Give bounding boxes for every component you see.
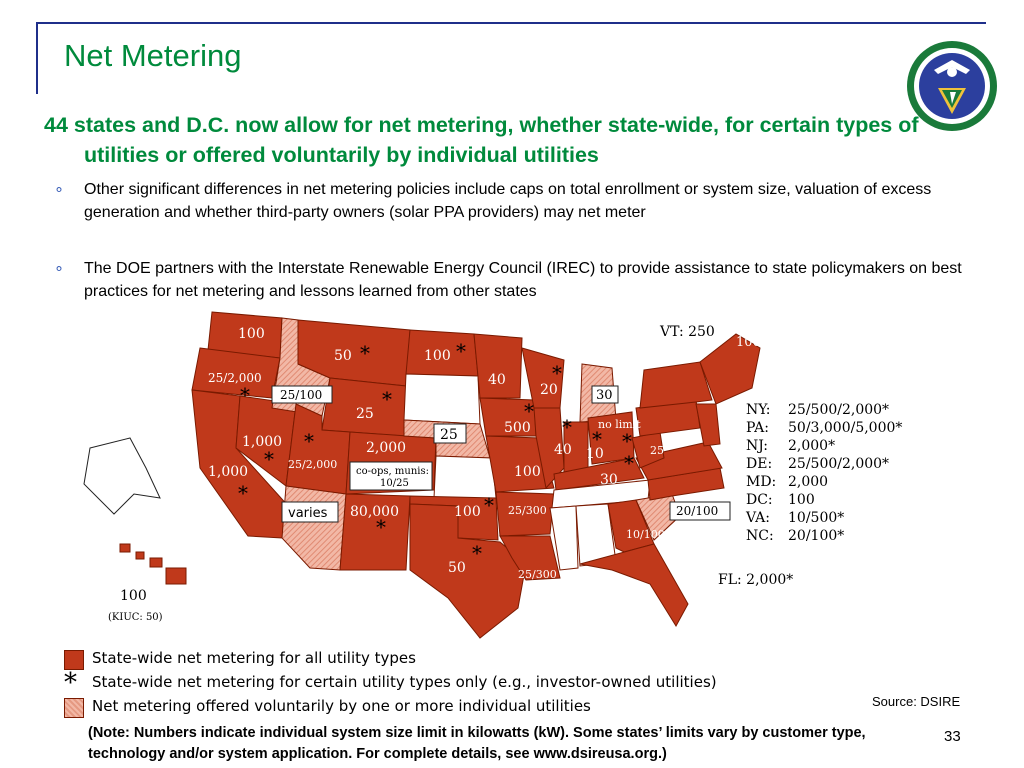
star-nm: * bbox=[376, 515, 386, 539]
label-nv: 1,000 bbox=[242, 434, 283, 450]
label-mn: 40 bbox=[488, 372, 506, 388]
legend-swatch-solid bbox=[64, 650, 84, 670]
callout-md-state: MD: bbox=[746, 474, 777, 490]
page-number: 33 bbox=[944, 728, 961, 745]
svg-text:25/100: 25/100 bbox=[280, 388, 323, 402]
label-wv: 25 bbox=[650, 444, 664, 457]
label-ne-box bbox=[434, 424, 466, 443]
star-in: * bbox=[592, 427, 602, 451]
svg-text:co-ops, munis:: co-ops, munis: bbox=[356, 466, 429, 477]
bullet-text: The DOE partners with the Interstate Renewable Energy Council (IREC) to provide assistance to state policymakers on best practices for net metering and lessons learned from other states bbox=[84, 260, 962, 300]
label-nd: 100 bbox=[424, 348, 451, 364]
map-legend bbox=[64, 648, 764, 720]
svg-text:10/25: 10/25 bbox=[380, 478, 409, 489]
northeast-callouts bbox=[745, 402, 902, 544]
state-hi bbox=[166, 568, 186, 584]
source-credit: Source: DSIRE bbox=[872, 694, 961, 709]
label-me: 100 bbox=[736, 335, 761, 350]
state-hi bbox=[136, 552, 144, 559]
star-nd: * bbox=[456, 339, 466, 363]
callout-de-state: DE: bbox=[746, 456, 773, 472]
label-ok: 100 bbox=[454, 504, 481, 520]
state-sd bbox=[404, 374, 480, 424]
state-ks bbox=[434, 456, 496, 498]
legend-item-statewide bbox=[64, 648, 764, 670]
svg-text:20/100: 20/100 bbox=[676, 504, 719, 518]
callout-dc-state: DC: bbox=[746, 492, 773, 508]
label-ia: 500 bbox=[504, 420, 531, 436]
state-ak bbox=[84, 438, 160, 514]
label-ca: 1,000 bbox=[208, 464, 249, 480]
legend-label: State-wide net metering for all utility types bbox=[92, 649, 416, 667]
label-ky: 30 bbox=[600, 472, 618, 488]
legend-item-voluntary bbox=[64, 696, 764, 718]
lead-statement: 44 states and D.C. now allow for net metering, whether state-wide, for certain types of utilities or offered voluntarily by individual utilities bbox=[44, 113, 919, 167]
star-ca: * bbox=[264, 447, 274, 471]
label-nm: 80,000 bbox=[350, 504, 399, 520]
svg-text:25: 25 bbox=[440, 427, 458, 443]
label-wy: 25 bbox=[356, 406, 374, 422]
legend-label: Net metering offered voluntarily by one or more individual utilities bbox=[92, 697, 591, 715]
star-il: * bbox=[562, 415, 572, 439]
label-ga: 10/100 bbox=[626, 528, 665, 541]
label-mi-box bbox=[592, 386, 618, 403]
bullet-item bbox=[54, 178, 974, 224]
callout-pa-value: 50/3,000/5,000* bbox=[788, 420, 903, 436]
callout-nj-value: 2,000* bbox=[788, 438, 836, 454]
label-id-box bbox=[272, 386, 332, 403]
label-fl: FL: 2,000* bbox=[718, 572, 794, 588]
label-in: 10 bbox=[586, 446, 604, 462]
label-il: 40 bbox=[554, 442, 572, 458]
legend-swatch-hatched bbox=[64, 698, 84, 718]
callout-ny-state: NY: bbox=[746, 402, 771, 418]
label-hi: 100 bbox=[120, 588, 147, 604]
star-id: * bbox=[240, 383, 250, 407]
frame-left-rule bbox=[36, 22, 38, 94]
us-net-metering-map bbox=[60, 308, 960, 642]
legend-item-certain-utilities bbox=[64, 668, 764, 698]
bullet-marker: ∘ bbox=[54, 181, 65, 198]
star-ia: * bbox=[524, 399, 534, 423]
label-mt: 50 bbox=[334, 348, 352, 364]
star-oh: * bbox=[622, 429, 632, 453]
label-az-box bbox=[282, 502, 338, 522]
slide-title: Net Metering bbox=[64, 38, 242, 73]
callout-pa-state: PA: bbox=[746, 420, 769, 436]
state-nj-de-md bbox=[696, 404, 720, 446]
label-vt: VT: 250 bbox=[660, 324, 715, 340]
label-co: 2,000 bbox=[366, 440, 407, 456]
label-mo: 100 bbox=[514, 464, 541, 480]
callout-md-value: 2,000 bbox=[788, 474, 829, 490]
label-or: 25/2,000 bbox=[208, 371, 262, 385]
callout-nc-state: NC: bbox=[746, 528, 774, 544]
star-nv: * bbox=[304, 429, 314, 453]
state-az bbox=[282, 486, 346, 570]
label-hi-note: (KIUC: 50) bbox=[108, 612, 163, 623]
state-mn bbox=[474, 334, 522, 398]
star-wy: * bbox=[382, 387, 392, 411]
label-ar: 25/300 bbox=[508, 504, 547, 517]
star-tx: * bbox=[472, 541, 482, 565]
legend-star-marker: * bbox=[64, 668, 77, 698]
callout-va-state: VA: bbox=[746, 510, 770, 526]
callout-de-value: 25/500/2,000* bbox=[788, 456, 890, 472]
footnote: (Note: Numbers indicate individual system size limit in kilowatts (kW). Some states’ limits vary by customer type, technology and/or system application. For complete details, see www.dsireusa.org.) bbox=[88, 725, 866, 762]
state-hi bbox=[150, 558, 162, 567]
star-ca2: * bbox=[238, 481, 248, 505]
callout-ny-value: 25/500/2,000* bbox=[788, 402, 890, 418]
callout-va-value: 10/500* bbox=[788, 510, 845, 526]
label-oh: no limit bbox=[598, 418, 641, 431]
bullet-item bbox=[54, 257, 974, 303]
callout-nj-state: NJ: bbox=[746, 438, 769, 454]
star-ok: * bbox=[484, 493, 494, 517]
bullet-marker: ∘ bbox=[54, 260, 65, 277]
callout-nc-value: 20/100* bbox=[788, 528, 845, 544]
star-ky: * bbox=[624, 451, 634, 475]
label-wa: 100 bbox=[238, 326, 265, 342]
label-wi: 20 bbox=[540, 382, 558, 398]
label-tx: 50 bbox=[448, 560, 466, 576]
svg-text:varies: varies bbox=[288, 506, 328, 521]
state-hi bbox=[120, 544, 130, 552]
star-wi: * bbox=[552, 361, 562, 385]
bullet-text: Other significant differences in net metering policies include caps on total enrollment or system size, valuation of excess generation and whether third-party owners (solar PPA providers) may net meter bbox=[84, 181, 932, 221]
frame-top-rule bbox=[36, 22, 986, 24]
label-ut: 25/2,000 bbox=[288, 458, 338, 471]
label-sc-box bbox=[670, 502, 730, 520]
star-mt: * bbox=[360, 341, 370, 365]
label-ks-box bbox=[350, 462, 432, 490]
label-la: 25/300 bbox=[518, 568, 557, 581]
state-ny bbox=[640, 362, 712, 408]
legend-label: State-wide net metering for certain utility types only (e.g., investor-owned utilities) bbox=[92, 673, 717, 691]
svg-text:30: 30 bbox=[596, 388, 613, 403]
callout-dc-value: 100 bbox=[788, 492, 815, 508]
